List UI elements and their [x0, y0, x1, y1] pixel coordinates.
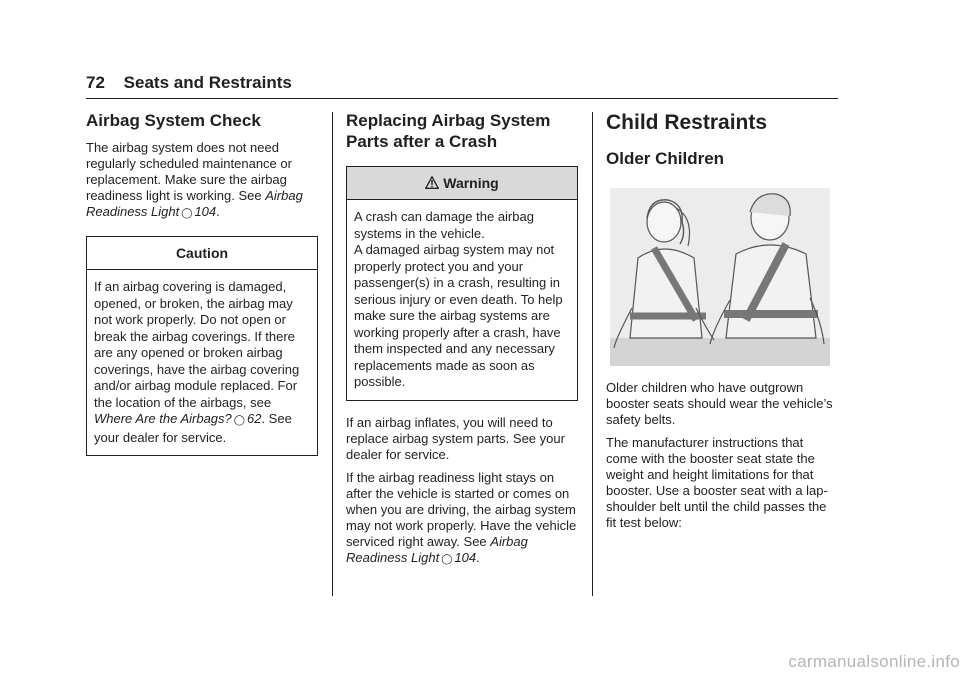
page-ref-arrow-icon: ◯: [441, 553, 453, 565]
warning-box: [346, 166, 578, 401]
column-airbag-check: [86, 110, 318, 456]
page-ref-arrow-icon: ◯: [233, 415, 245, 426]
section-heading-older-children: Older Children: [606, 149, 725, 168]
cross-reference-link[interactable]: Airbag Readiness Light ◯ 104: [346, 533, 528, 565]
warning-title: Warning: [347, 167, 577, 200]
paragraph: If the airbag readiness light stays on after the vehicle is started or comes on when you are driving, the airbag system may not work properly. Have the vehicle serviced right away. See Airbag Readiness Light ◯ 104.: [346, 469, 577, 565]
warning-text: A crash can damage the airbag systems in the vehicle.: [354, 209, 534, 241]
page-number: 72: [86, 73, 105, 92]
column-divider: [332, 112, 333, 596]
caution-text: If an airbag covering is damaged, opened, or broken, the airbag may not work properly. Do not open or break the airbag coverings. If there are any opened or broken airbag coverings, have the airbag covering and/or airbag module replaced. For the location of the airbags, see Where Are the Airbags? ◯ 62. See your dealer for service.: [94, 279, 300, 445]
paragraph: The manufacturer instructions that come with the booster seat state the weight and height limitations for that booster. Use a booster seat with a lap-shoulder belt until the child passes the fit test below:: [606, 435, 828, 530]
column-divider: [592, 112, 593, 596]
warning-text: A damaged airbag system may not properly protect you and your passenger(s) in a crash, resulting in serious injury or even death. To help make sure the airbag systems are working properly after a crash, have them inspected and any necessary replacements made as soon as possible.: [354, 242, 563, 389]
column-replacing-parts: [346, 110, 578, 575]
children-seatbelt-illustration: [610, 188, 830, 366]
section-heading-replacing-parts: Replacing Airbag System Parts after a Crash: [346, 111, 551, 151]
paragraph: Older children who have outgrown booster seats should wear the vehicle’s safety belts.: [606, 380, 833, 427]
watermark: carmanualsonline.info: [788, 652, 960, 671]
page-header: [86, 72, 838, 99]
cross-reference-link[interactable]: Airbag Readiness Light ◯ 104: [86, 188, 303, 219]
chapter-title: Seats and Restraints: [123, 73, 292, 92]
page-ref-arrow-icon: ◯: [181, 208, 193, 219]
paragraph: If an airbag inflates, you will need to replace airbag system parts. See your dealer for service.: [346, 414, 565, 462]
illustration-children-with-seatbelts: [610, 188, 830, 366]
section-heading-airbag-check: Airbag System Check: [86, 111, 261, 130]
caution-title: Caution: [87, 237, 317, 270]
cross-reference-link[interactable]: Where Are the Airbags? ◯ 62: [94, 411, 262, 426]
chapter-heading-child-restraints: Child Restraints: [606, 111, 768, 134]
caution-box: [86, 236, 318, 456]
paragraph: The airbag system does not need regularly scheduled maintenance or replacement. Make sure the airbag readiness light is working. See Airbag Readiness Light ◯ 104.: [86, 140, 303, 219]
column-child-restraints: [606, 110, 838, 538]
warning-triangle-icon: [425, 176, 439, 189]
